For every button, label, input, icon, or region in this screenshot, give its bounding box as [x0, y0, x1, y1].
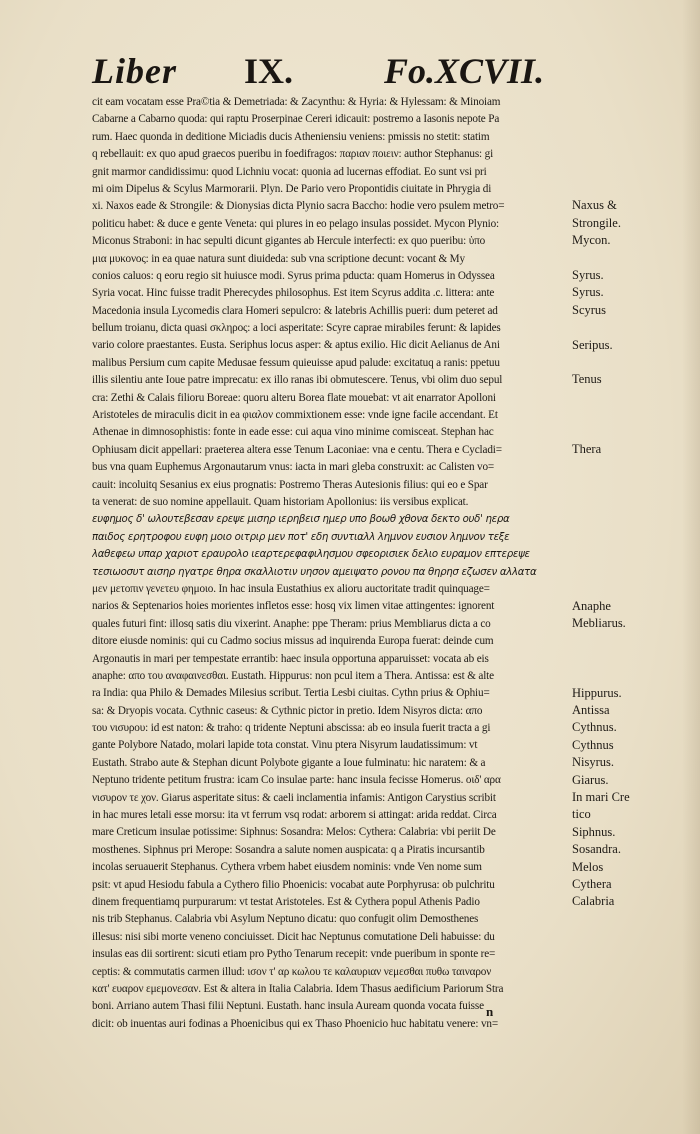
text-line: sa: & Dryopis vocata. Cythnic caseus: & Cythnic pictor in pretio. Idem Nisyros dicta: απο — [92, 704, 483, 717]
margin-note: Seripus. — [572, 337, 613, 352]
text-line: cra: Zethi & Calais filioru Boreae: quoru alteru Borea flate mouebat: vt ait enarrator Apolloni — [92, 391, 496, 404]
header-folio: Fo.XCVII. — [384, 51, 545, 91]
text-line: Argonautis in mari per tempestate errantib: haec insula opportuna apparuisset: vocata ab eis — [92, 652, 489, 665]
text-line: Ophiusam dicit appellari: praeterea altera esse Tenum Laconiae: vna e centu. Thera e Cycladi= — [92, 443, 502, 456]
text-line: Cabarne a Cabarno quoda: qui raptu Proserpinae Cereri idicauit: postremo a Iasonis nepote Pa — [92, 113, 500, 126]
text-line: anaphe: απο του αναφαινεσθαι. Eustath. Hippurus: non pcul item a Thera. Antissa: est & alte — [92, 669, 494, 682]
margin-note: Cythera — [572, 877, 612, 891]
text-line: νισυρον τε χον. Giarus asperitate situs: & caeli inclamentia infamis: Antigon Carystius scribit — [92, 791, 496, 804]
text-line: mosthenes. Siphnus pri Merope: Sosandra a salute nomen auspicata: q a Piratis incursantib — [92, 843, 485, 856]
margin-note: Cythnus. — [572, 720, 617, 735]
margin-note: Cythnus — [572, 737, 614, 752]
page-edge-shadow — [682, 0, 700, 1134]
margin-note: Naxus & — [572, 198, 617, 213]
text-line: nis trib Stephanus. Calabria vbi Asylum Neptuno dicatu: quo confugit olim Demosthenes — [92, 913, 479, 926]
text-line: bellum troianu, dicta quasi σκληρος: a loci asperitate: Scyre caprae mirabiles ferunt: & lapides — [92, 322, 501, 335]
text-line: dicit: ob inuentas auri fodinas a Phoenicibus qui ex Thaso Phoenicio huc habitatu venere: vn= — [92, 1017, 498, 1030]
margin-note: Sosandra. — [572, 842, 621, 857]
text-line: quales futuri fint: illosq satis diu vixerint. Anaphe: ppe Theram: prius Membliarus dicta a co — [92, 617, 491, 630]
text-line: Neptuno tridente petitum frustra: icam Co insulae parte: hanc insula fecisse Homerus. οιδ' αρα — [92, 774, 501, 787]
margin-note: Melos — [572, 859, 604, 874]
margin-note: Scyrus — [572, 302, 607, 317]
text-line: dinem frequentiamq purpurarum: vt testat Aristoteles. Est & Cythera popul Athenis Padio — [92, 895, 480, 908]
text-line: μεν μετοπιν γενετευ φημοιο. In hac insula Eustathius ex alioru auctoritate tradit quinquage= — [92, 582, 490, 595]
text-line: bus vna quam Euphemus Argonautarum vnus: iacta in mari gleba construxit: ac Calisten vo= — [92, 461, 495, 474]
text-line: ευφημος δ' ωλουτεβεσαν ερεψε μισηρ ιερηβεισ ημερ υπο βοωθ χθονα δεκτο ουδ' ηερα — [92, 514, 510, 526]
text-line: του νισυρου: id est naton: & traho: q tridente Neptuni abscissa: ab eo insula fuerit tracta a gi — [92, 722, 491, 735]
text-line: Athenae in dimnosophistis: fonte in eade esse: cui aqua vino minime comisceat. Stephan hac — [92, 426, 494, 439]
margin-note: Tenus — [572, 372, 602, 387]
margin-note: Calabria — [572, 894, 615, 909]
running-header — [92, 50, 582, 96]
margin-note: Nisyrus. — [572, 755, 615, 770]
text-line: ra India: qua Philo & Demades Milesius scribut. Tertia Lesbi ciuitas. Cythn prius & Ophiu= — [92, 687, 490, 700]
text-line: λαθεφεω υπαρ χαριοτ εραυρολο ιεαρτερεφαφιλησμου σφεορισιεκ δελιο ευραμον επτερεψε — [92, 549, 530, 561]
margin-note: Anaphe — [572, 598, 611, 613]
text-line: gnit marmor candidissimu: quod Lichniu vocat: quonia ad lucernas effodiat. Eo sunt vsi pri — [92, 165, 487, 178]
text-line: q rebellauit: ex quo apud graecos pueribu in foedifragos: παριαν ποιειν: author Stephanus: gi — [92, 148, 494, 161]
text-line: μια μυκονος: in ea quae natura sunt diuideda: sub vna scriptione decunt: vocant & My — [92, 252, 465, 265]
header-liber: Liber — [92, 51, 177, 91]
text-line: politicu habet: & duce e gente Veneta: qui plures in eo pelago insulas possidet. Mycon Plynio: — [92, 217, 500, 230]
text-line: psit: vt apud Hesiodu fabula a Cythero filio Phoenicis: vocabat aute Porphyrusa: ob pulchritu — [92, 878, 495, 891]
text-line: boni. Arriano autem Thasi filii Neptuni. Eustath. hanc insula Auream quonda vocata fuisse — [92, 1000, 484, 1013]
main-text-block — [92, 94, 570, 1033]
text-line: narios & Septenarios hoies morientes infletos esse: hosq vix limen vitae attingentes: ignorent — [92, 600, 495, 613]
text-line: Macedonia insula Lycomedis clara Homeri sepulcro: & latebris Achillis pueri: dum peteret ad — [92, 304, 498, 317]
margin-note: tico — [572, 807, 591, 822]
text-line: conios caluos: q eoru regio sit huiusce modi. Syrus prima pducta: quam Homerus in Odyssea — [92, 269, 495, 282]
text-line: παιδος ερητροφου ευφη μοιο οιτριρ μεν ποτ' εδη συντιαλλ λημνον ευσιον λημνον τεξε — [92, 531, 510, 543]
text-line: mare Creticum insulae potissime: Siphnus: Sosandra: Melos: Cythera: Calabria: vbi periit De — [92, 826, 496, 839]
margin-note: Thera — [572, 442, 602, 456]
text-line: rum. Haec quonda in deditione Miciadis ducis Atheniensiu veniens: pmissis no stetit: statim — [92, 130, 490, 143]
margin-note: In mari Cre — [572, 790, 630, 804]
text-line: illesus: nisi sibi morte veneno conciuisset. Dicit hac Neptunus comutatione Deli habuisse: du — [92, 930, 495, 943]
text-line: τεσιωοσυτ αισηρ ηγατρε θηρα σκαλλιοτιν υησον αμειψατο ρονου πα θηρησ εζωσεν αλλατα — [92, 566, 537, 578]
text-line: ditore eiusde nominis: qui cu Cadmo socius missus ad inquirenda Europa fuerat: deinde cum — [92, 635, 494, 648]
margin-note: Siphnus. — [572, 824, 616, 839]
text-line: incolas seruauerit Stephanus. Cythera vrbem habet eiusdem nominis: vnde Ven nome sum — [92, 861, 482, 874]
text-line: insulas eas dii sortirent: sicuti etiam pro Pytho Tenarum recepit: vnde pueribum in sponte re= — [92, 948, 496, 961]
text-line: Miconus Straboni: in hac sepulti dicunt gigantes ab Hercule interfecti: ex quo pueribu: ὑπο — [92, 235, 486, 248]
margin-note: Hippurus. — [572, 685, 622, 700]
text-line: Eustath. Strabo aute & Stephan dicunt Polybote gigante a Ioue fulminatu: hic naratem: & a — [92, 756, 486, 769]
text-line: vario colore praestantes. Eusta. Seriphus locus asper: & aptus exilio. Hic dicit Aelianus de Ani — [92, 339, 500, 352]
margin-note: Antissa — [572, 703, 610, 717]
text-line: illis silentiu ante Ioue patre imprecatu: ex illo ranas ibi obmutescere. Tenus, vbi olim duo sepul — [92, 374, 503, 387]
margin-note: Giarus. — [572, 772, 609, 787]
text-line: ceptis: & commutatis carmen illud: ισον τ' αρ κωλου τε καλαυριαν νεμεσθαι πυθω ταιναρον — [92, 965, 492, 978]
text-line: ta venerat: de suo nomine appellauit. Quam historiam Apollonius: iis versibus explicat. — [92, 495, 469, 508]
text-line: Aristoteles de miraculis dicit in ea φιαλον commixtionem esse: vnde igne facile accendant. Et — [92, 409, 498, 422]
text-line: κατ' ευαρον εμεμονεσαν. Est & altera in Italia Calabria. Idem Thasus aedificium Pariorum Stra — [92, 982, 504, 995]
header-book-number: IX. — [244, 51, 294, 91]
margin-note: Syrus. — [572, 268, 604, 282]
margin-note: Mebliarus. — [572, 616, 626, 630]
margin-note: Mycon. — [572, 233, 611, 248]
text-line: cauit: incoluitq Sesanius ex eius prognatis: Postremo Theras Autesionis filius: qui eo e Spar — [92, 478, 488, 491]
text-line: mi oim Dipelus & Scylus Marmorarii. Plyn. De Pario vero Propontidis ciuitate in Phrygia di — [92, 182, 492, 195]
text-line: gante Polybore Natado, molari lapide tota constat. Vinu ptera Nisyrum laudatissimum: vt — [92, 739, 478, 752]
text-line: in hac mures letali esse morsu: ita vt ferrum vsq rodat: arborem si attingat: arida reddat. Circa — [92, 809, 497, 822]
text-line: Syria vocat. Hinc fuisse tradit Pherecydes philosophus. Est item Scyrus addita .c. littera: ante — [92, 287, 495, 300]
margin-note: Syrus. — [572, 285, 604, 300]
margin-note: Strongile. — [572, 215, 621, 230]
text-line: cit eam vocatam esse Pra©tia & Demetriada: & Zacynthu: & Hyria: & Hylessam: & Minoiam — [92, 96, 501, 108]
text-line: xi. Naxos eade & Strongile: & Dionysias dicta Plynio sacra Baccho: hodie vero psulem metro= — [92, 200, 505, 213]
text-line: malibus Persium cum capite Medusae fessum quieuisse apud palude: excitatuq a ranis: ppetuu — [92, 356, 500, 369]
signature-mark: n — [486, 1004, 494, 1019]
